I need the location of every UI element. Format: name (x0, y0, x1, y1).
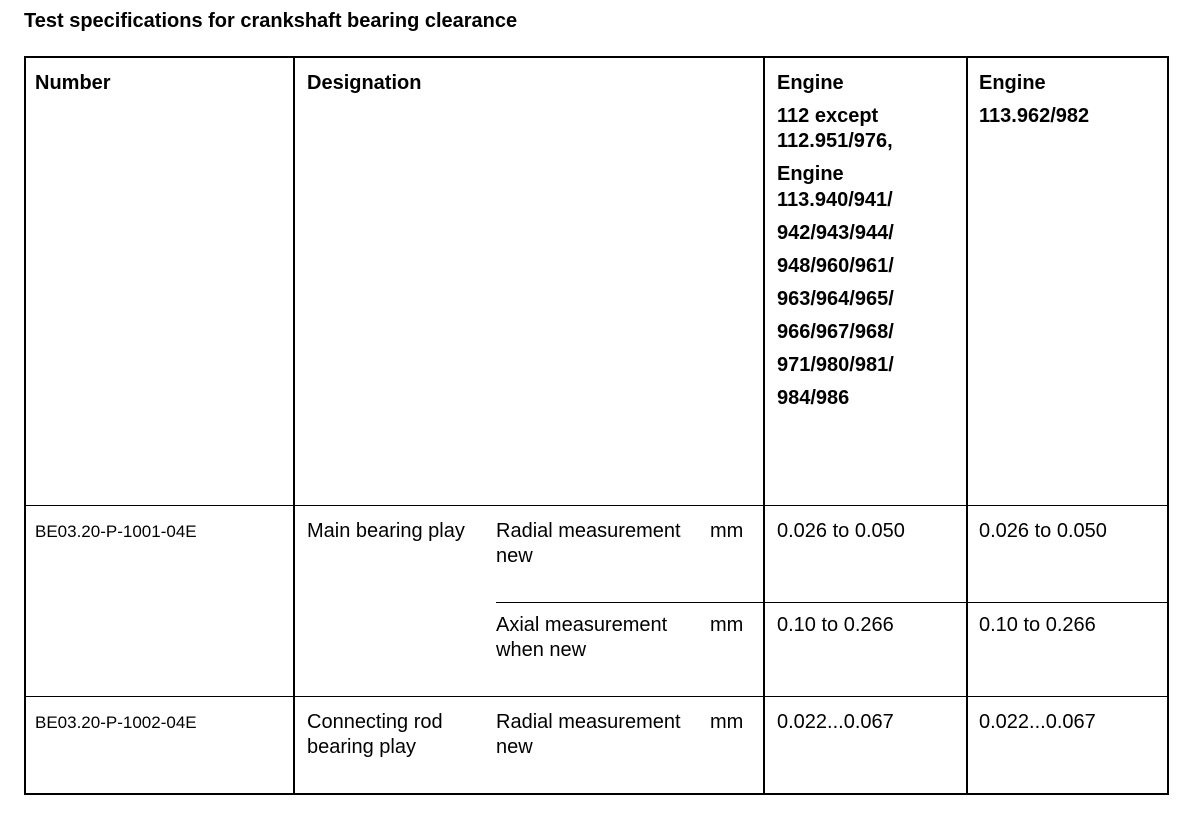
header-engine-1 (777, 71, 957, 411)
engine-1-line: 942/943/944/ (777, 222, 894, 244)
row-2-sub-1-unit: mm (710, 711, 744, 733)
col-divider-designation (763, 58, 765, 793)
row-2-designation: Connecting rod bearing play (307, 711, 443, 758)
row-2-number: BE03.20-P-1002-04E (35, 713, 197, 732)
engine-1-line: 948/960/961/ (777, 255, 894, 277)
header-number: Number (35, 72, 111, 94)
page-title: Test specifications for crankshaft bearing clearance (24, 10, 518, 32)
col-divider-number (293, 58, 295, 793)
row-2-sub-1-engine-2: 0.022...0.067 (979, 711, 1096, 733)
engine-2-label: Engine (979, 72, 1046, 94)
row-divider-row2 (26, 696, 1167, 697)
header-designation: Designation (307, 72, 422, 94)
header-engine-2 (979, 71, 1159, 129)
row-divider-subrow (496, 602, 1167, 603)
row-1-sub-2-engine-1: 0.10 to 0.266 (777, 614, 894, 636)
row-1-sub-1-engine-2: 0.026 to 0.050 (979, 520, 1107, 542)
row-1-sub-1-unit: mm (710, 520, 744, 542)
engine-1-line: 966/967/968/ (777, 321, 894, 343)
engine-1-line: 963/964/965/ (777, 288, 894, 310)
row-1-number: BE03.20-P-1001-04E (35, 522, 197, 541)
col-divider-engine (966, 58, 968, 793)
row-divider-header (26, 505, 1167, 506)
row-1-sub-2-measure: Axial measurement when new (496, 614, 668, 661)
engine-2-value: 113.962/982 (979, 105, 1090, 127)
row-1-sub-2-engine-2: 0.10 to 0.266 (979, 614, 1096, 636)
engine-1-line: 112 except (777, 105, 879, 127)
engine-1-line: 113.940/941/ (777, 189, 893, 211)
row-1-sub-1-measure: Radial measurement new (496, 520, 681, 567)
row-2-sub-1-engine-1: 0.022...0.067 (777, 711, 894, 733)
engine-1-line: 971/980/981/ (777, 354, 894, 376)
engine-1-line: Engine (777, 163, 844, 185)
spec-table (24, 56, 1169, 795)
engine-1-line: 984/986 (777, 387, 850, 409)
row-1-designation: Main bearing play (307, 520, 465, 542)
row-2-sub-1-measure: Radial measurement new (496, 711, 681, 758)
engine-1-line: 112.951/976, (777, 130, 893, 152)
row-1-sub-2-unit: mm (710, 614, 744, 636)
row-1-sub-1-engine-1: 0.026 to 0.050 (777, 520, 905, 542)
engine-1-label: Engine (777, 72, 844, 94)
